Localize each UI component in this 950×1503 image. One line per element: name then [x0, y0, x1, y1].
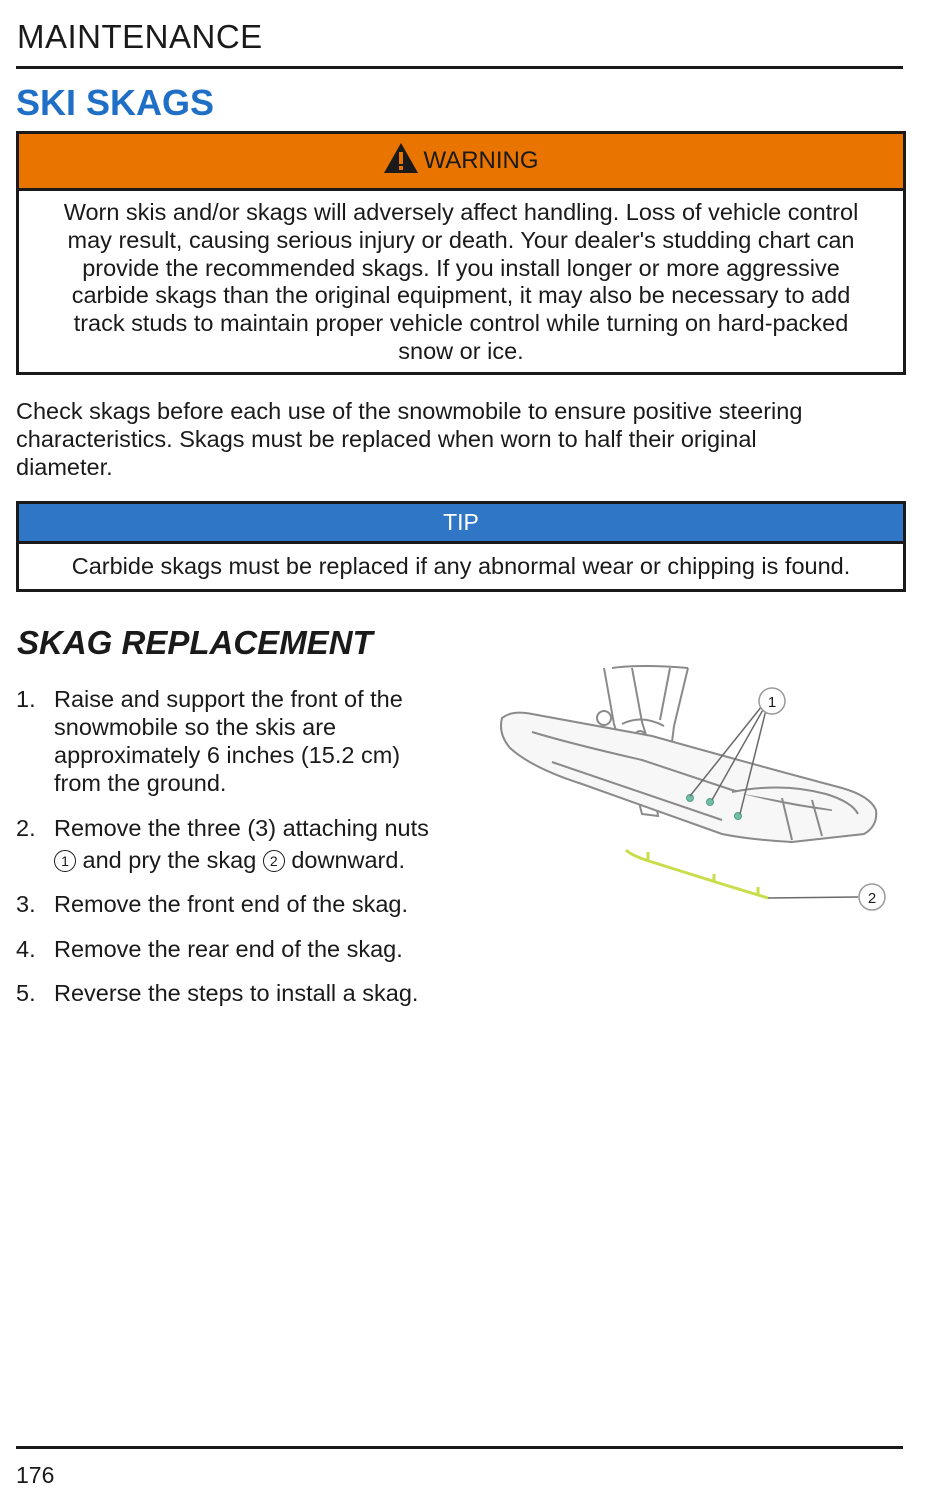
- warning-line: carbide skags than the original equipment, it may also be necessary to add: [71, 282, 851, 309]
- warning-box: [16, 131, 906, 375]
- callout-2-label: 2: [867, 890, 877, 907]
- page-title: SKI SKAGS: [16, 82, 215, 123]
- step-line: Remove the front end of the skag.: [54, 891, 409, 917]
- callout-2-marker: 2: [263, 850, 285, 872]
- section-header: MAINTENANCE: [17, 18, 263, 55]
- warning-header: [19, 134, 903, 191]
- step-number: 3.: [16, 891, 36, 917]
- body-paragraph: [16, 398, 900, 481]
- warning-text: [19, 191, 903, 372]
- step-line: approximately 6 inches (15.2 cm): [54, 742, 401, 768]
- warning-line: provide the recommended skags. If you install longer or more aggressive: [82, 254, 840, 281]
- step-number: 5.: [16, 980, 36, 1006]
- step-line: [54, 846, 466, 874]
- step-item: [16, 890, 466, 918]
- paragraph-line: diameter.: [16, 453, 113, 480]
- step-line: snowmobile so the skis are: [54, 714, 337, 740]
- ski-skag-illustration: [492, 664, 894, 932]
- warning-line: track studs to maintain proper vehicle control while turning on hard-packed: [73, 310, 849, 337]
- step-item: [16, 935, 466, 963]
- header-rule: [16, 66, 903, 69]
- callout-1: [759, 688, 785, 714]
- step-line: Remove the rear end of the skag.: [54, 935, 403, 962]
- ski-drawing: [501, 713, 876, 842]
- paragraph-line: Check skags before each use of the snowmobile to ensure positive steering: [16, 398, 803, 424]
- callout-2: [859, 884, 885, 910]
- step-number: 4.: [16, 935, 36, 962]
- warning-line: snow or ice.: [398, 337, 524, 364]
- warning-line: may result, causing serious injury or death. Your dealer's studding chart can: [67, 226, 855, 253]
- tip-box: [16, 501, 906, 592]
- paragraph-line: characteristics. Skags must be replaced when worn to half their original: [16, 425, 757, 452]
- step-number: 2.: [16, 814, 36, 841]
- step-number: 1.: [16, 686, 36, 712]
- steps-list: [16, 685, 466, 1024]
- warning-line: Worn skis and/or skags will adversely affect handling. Loss of vehicle control: [63, 199, 859, 225]
- callout-1-marker: 1: [54, 850, 76, 872]
- skag-bar: [626, 850, 768, 898]
- callout-2-leader: [768, 897, 858, 898]
- step-item: [16, 685, 466, 797]
- callout-1-label: 1: [767, 694, 777, 711]
- step-line: from the ground.: [54, 770, 227, 796]
- step-item: [16, 979, 466, 1007]
- step-text: and pry the skag: [76, 846, 263, 873]
- warning-triangle-icon: [383, 142, 419, 174]
- step-line: Reverse the steps to install a skag.: [54, 980, 419, 1006]
- page-number: 176: [16, 1462, 55, 1488]
- step-line: Raise and support the front of the: [54, 686, 403, 712]
- subsection-title: SKAG REPLACEMENT: [17, 624, 373, 661]
- step-item: [16, 814, 466, 874]
- step-line: Remove the three (3) attaching nuts: [54, 814, 429, 841]
- footer-rule: [16, 1446, 903, 1449]
- step-text: downward.: [284, 846, 405, 873]
- tip-text: Carbide skags must be replaced if any abnormal wear or chipping is found.: [71, 553, 851, 579]
- tip-header: TIP: [19, 504, 903, 544]
- warning-label: WARNING: [423, 147, 539, 174]
